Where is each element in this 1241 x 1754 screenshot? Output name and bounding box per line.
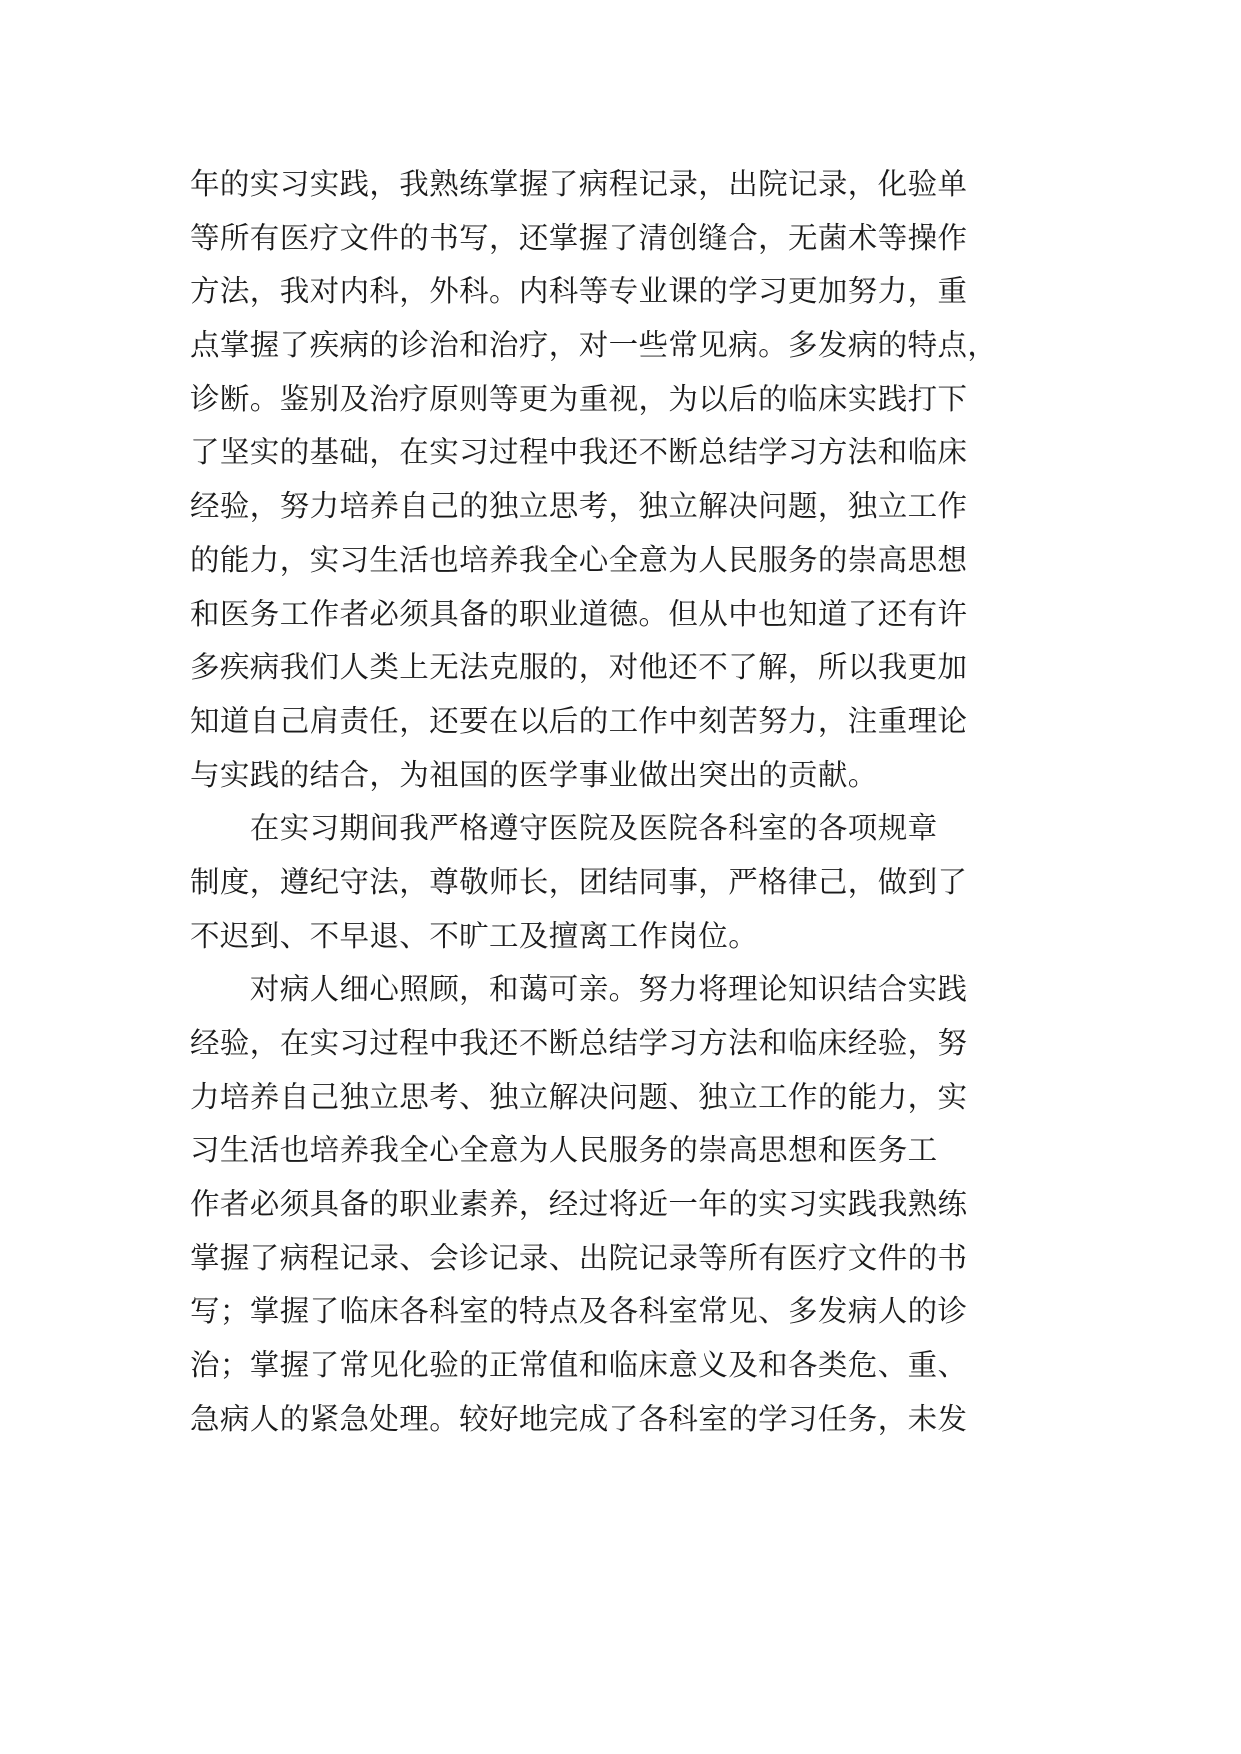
text-line: 经验，努力培养自己的独立思考，独立解决问题，独立工作 (190, 489, 968, 524)
text-line: 作者必须具备的职业素养，经过将近一年的实习实践我熟练 (190, 1187, 968, 1222)
text-line: 急病人的紧急处理。较好地完成了各科室的学习任务，未发 (190, 1401, 968, 1436)
document-body (190, 158, 1060, 1447)
text-line: 不迟到、不早退、不旷工及擅离工作岗位。 (190, 918, 759, 953)
text-line: 多疾病我们人类上无法克服的，对他还不了解，所以我更加 (190, 650, 968, 685)
text-line: 诊断。鉴别及治疗原则等更为重视，为以后的临床实践打下 (190, 381, 968, 416)
text-line: 方法，我对内科，外科。内科等专业课的学习更加努力，重 (190, 274, 968, 309)
text-line: 知道自己肩责任，还要在以后的工作中刻苦努力，注重理论 (190, 703, 968, 738)
text-line: 对病人细心照顾，和蔼可亲。努力将理论知识结合实践 (190, 972, 968, 1007)
text-line: 年的实习实践，我熟练掌握了病程记录，出院记录，化验单 (190, 167, 968, 201)
text-line: 治；掌握了常见化验的正常值和临床意义及和各类危、重、 (190, 1348, 968, 1383)
text-line: 写；掌握了临床各科室的特点及各科室常见、多发病人的诊 (190, 1294, 968, 1329)
text-line: 掌握了病程记录、会诊记录、出院记录等所有医疗文件的书 (190, 1240, 968, 1275)
text-line: 习生活也培养我全心全意为人民服务的崇高思想和医务工 (190, 1133, 938, 1168)
text-line: 经验，在实习过程中我还不断总结学习方法和临床经验，努 (190, 1026, 968, 1060)
text-line: 力培养自己独立思考、独立解决问题、独立工作的能力，实 (190, 1079, 968, 1114)
text-line: 的能力，实习生活也培养我全心全意为人民服务的崇高思想 (190, 542, 968, 577)
text-line: 和医务工作者必须具备的职业道德。但从中也知道了还有许 (190, 596, 968, 631)
text-line: 制度，遵纪守法，尊敬师长，团结同事，严格律己，做到了 (190, 864, 968, 899)
text-line: 在实习期间我严格遵守医院及医院各科室的各项规章 (190, 811, 938, 846)
text-line: 点掌握了疾病的诊治和治疗，对一些常见病。多发病的特点， (190, 328, 998, 363)
text-line: 等所有医疗文件的书写，还掌握了清创缝合，无菌术等操作 (190, 220, 968, 255)
text-line: 与实践的结合，为祖国的医学事业做出突出的贡献。 (190, 757, 878, 792)
text-line: 了坚实的基础，在实习过程中我还不断总结学习方法和临床 (190, 435, 968, 470)
